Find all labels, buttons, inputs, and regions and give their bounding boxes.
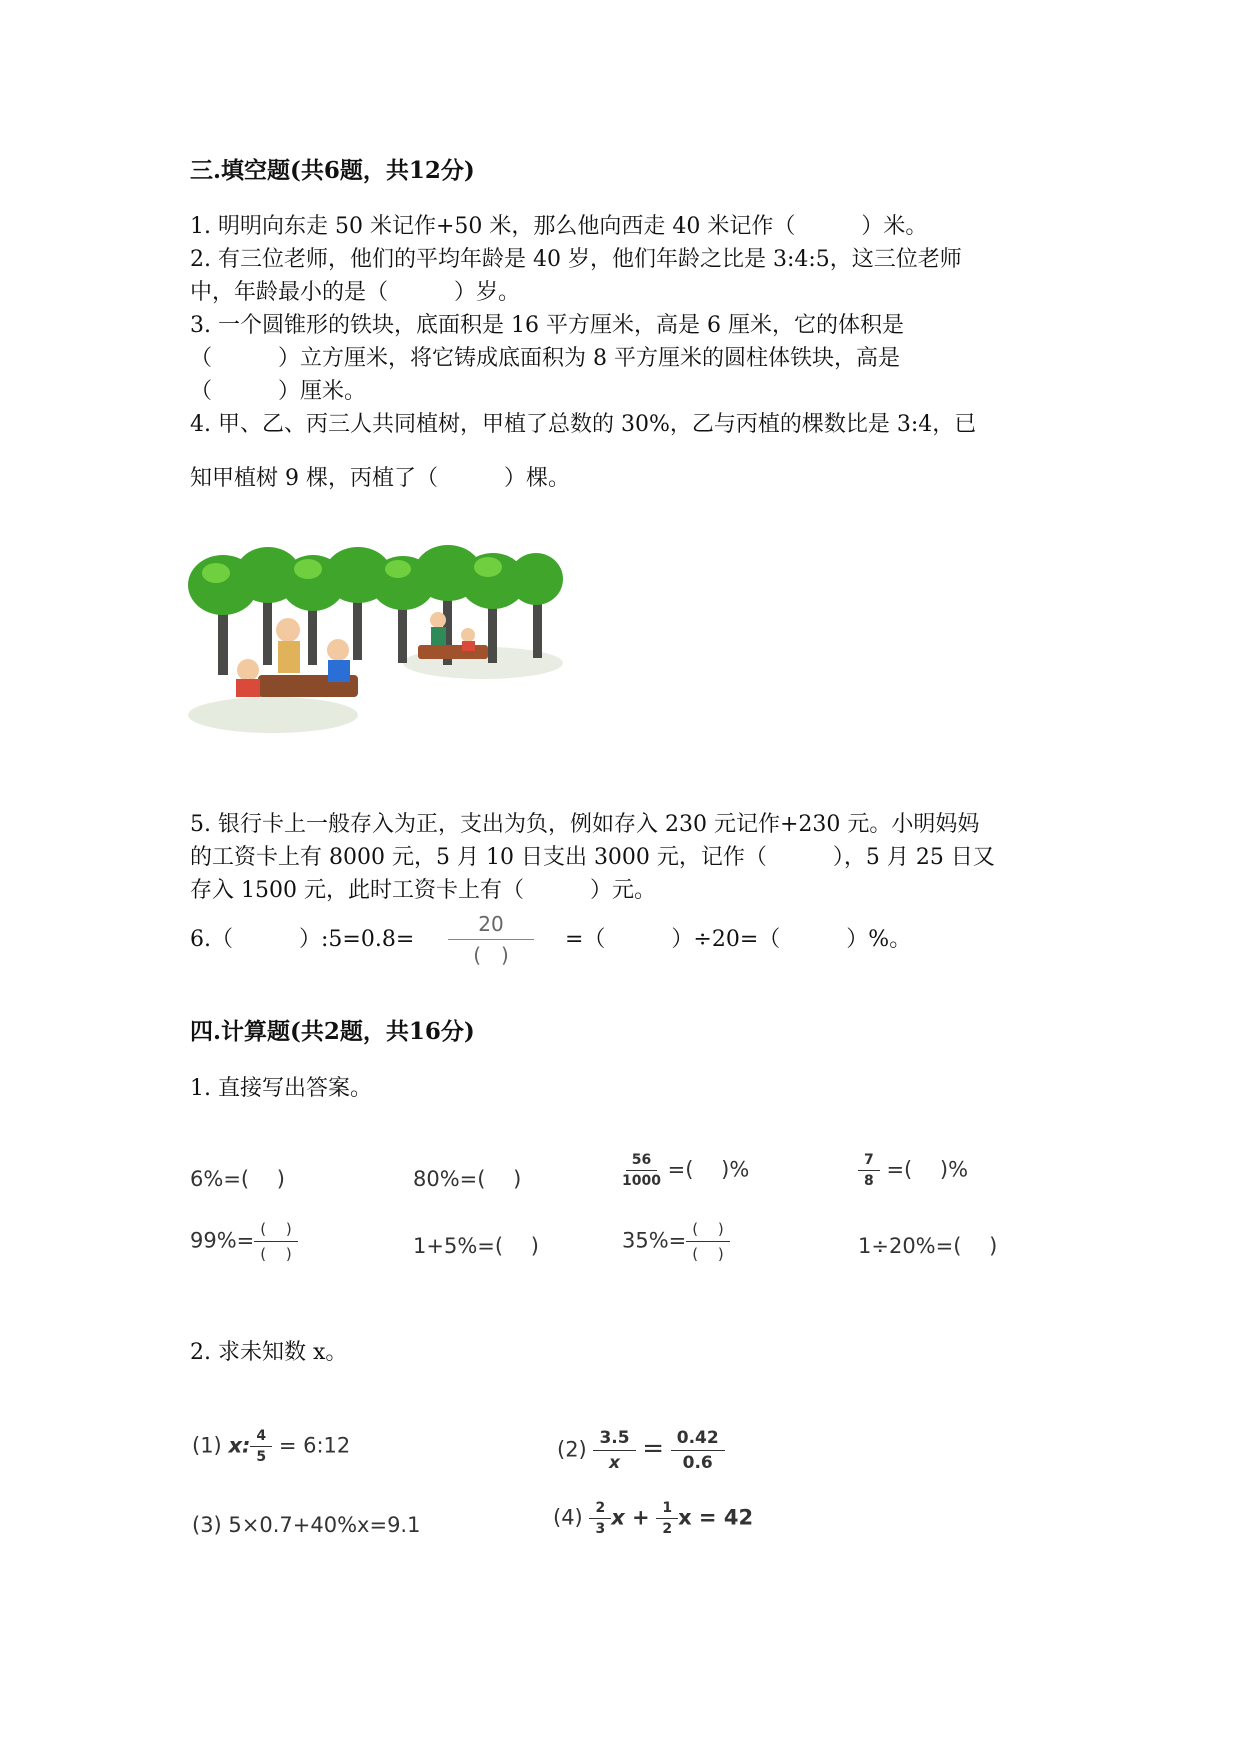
equation-2 xyxy=(557,1428,725,1473)
equation-rhs: = 6:12 xyxy=(278,1433,351,1458)
question-5-line3: 存入 1500 元，此时工资卡上有（ ）元。 xyxy=(190,878,656,903)
calc-80-percent: 80%=( ) xyxy=(413,1167,522,1191)
fraction-denominator: x xyxy=(609,1453,620,1473)
fraction-denominator: 2 xyxy=(662,1521,673,1537)
question-1: 1. 明明向东走 50 米记作+50 米，那么他向西走 40 米记作（ ）米。 xyxy=(190,214,928,239)
question-3-line2: （ ）立方厘米，将它铸成底面积为 8 平方厘米的圆柱体铁块，高是 xyxy=(190,346,900,371)
fraction-denominator: 0.6 xyxy=(682,1453,713,1473)
calc-56-over-1000 xyxy=(622,1152,749,1189)
equation-4 xyxy=(553,1500,753,1537)
question-5-line2: 的工资卡上有 8000 元，5 月 10 日支出 3000 元，记作（ ），5 月 25 日又 xyxy=(190,845,995,870)
question-4-line2: 知甲植树 9 棵，丙植了（ ）棵。 xyxy=(190,466,570,491)
question-6-part2: =（ ）÷20=（ ）%。 xyxy=(565,927,912,952)
equation-label: (1) xyxy=(192,1433,222,1458)
fraction-denominator: ( ) xyxy=(473,943,509,967)
calc-prefix: 35%= xyxy=(622,1228,687,1253)
question-3-line1: 3. 一个圆锥形的铁块，底面积是 16 平方厘米，高是 6 厘米，它的体积是 xyxy=(190,313,904,338)
calc-1-div-20-percent: 1÷20%=( ) xyxy=(858,1234,998,1258)
calc-6-percent: 6%=( ) xyxy=(190,1167,285,1191)
tree-planting-illustration xyxy=(188,545,563,735)
calc-suffix: =( )% xyxy=(886,1157,969,1182)
section3-heading: 三.填空题(共6题，共12分) xyxy=(190,157,475,184)
question-2-line2: 中，年龄最小的是（ ）岁。 xyxy=(190,280,521,305)
calc-35-percent xyxy=(622,1219,730,1264)
fraction-numerator: 56 xyxy=(626,1152,657,1171)
fraction-denominator: ( ) xyxy=(692,1245,724,1263)
calc-question-2: 2. 求未知数 x。 xyxy=(190,1340,348,1365)
question-3-line3: （ ）厘米。 xyxy=(190,379,367,404)
equation-mid: x + xyxy=(611,1505,650,1530)
fraction-denominator: 5 xyxy=(256,1449,267,1465)
equation-var: x: xyxy=(228,1433,251,1458)
question-2-line1: 2. 有三位老师，他们的平均年龄是 40 岁，他们年龄之比是 3:4:5，这三位老师 xyxy=(190,247,962,272)
fraction-numerator: 7 xyxy=(858,1152,880,1171)
fraction-numerator: 0.42 xyxy=(671,1428,725,1451)
fraction-denominator: 8 xyxy=(864,1173,874,1189)
calc-suffix: =( )% xyxy=(667,1157,750,1182)
calc-1-plus-5-percent: 1+5%=( ) xyxy=(413,1234,539,1258)
fraction-numerator: ( ) xyxy=(254,1219,297,1242)
fraction-denominator: ( ) xyxy=(260,1245,292,1263)
equation-3: (3) 5×0.7+40%x=9.1 xyxy=(192,1513,421,1537)
question-4-line1: 4. 甲、乙、丙三人共同植树，甲植了总数的 30%，乙与丙植的棵数比是 3:4，已 xyxy=(190,412,977,437)
equation-label: (2) xyxy=(557,1437,587,1462)
question-6-fraction xyxy=(448,912,534,967)
fraction-numerator: 20 xyxy=(478,912,504,936)
fraction-numerator: 4 xyxy=(250,1428,272,1447)
fraction-numerator: 1 xyxy=(656,1500,678,1519)
fraction-numerator: 3.5 xyxy=(593,1428,635,1451)
equals-sign: = xyxy=(642,1433,665,1464)
section4-heading: 四.计算题(共2题，共16分) xyxy=(190,1018,475,1045)
fraction-numerator: 2 xyxy=(589,1500,611,1519)
calc-prefix: 99%= xyxy=(190,1228,255,1253)
calc-7-over-8 xyxy=(858,1152,968,1189)
equation-rhs: x = 42 xyxy=(678,1505,754,1530)
fraction-denominator: 1000 xyxy=(622,1173,661,1189)
equation-1 xyxy=(192,1428,350,1465)
fraction-denominator: 3 xyxy=(595,1521,606,1537)
question-5-line1: 5. 银行卡上一般存入为正，支出为负，例如存入 230 元记作+230 元。小明妈妈 xyxy=(190,812,980,837)
calc-99-percent xyxy=(190,1219,298,1264)
equation-label: (4) xyxy=(553,1505,583,1530)
fraction-numerator: ( ) xyxy=(686,1219,729,1242)
question-6-part1: 6.（ ）:5=0.8= xyxy=(190,927,415,952)
calc-question-1: 1. 直接写出答案。 xyxy=(190,1076,372,1101)
fraction-bar xyxy=(448,939,534,940)
